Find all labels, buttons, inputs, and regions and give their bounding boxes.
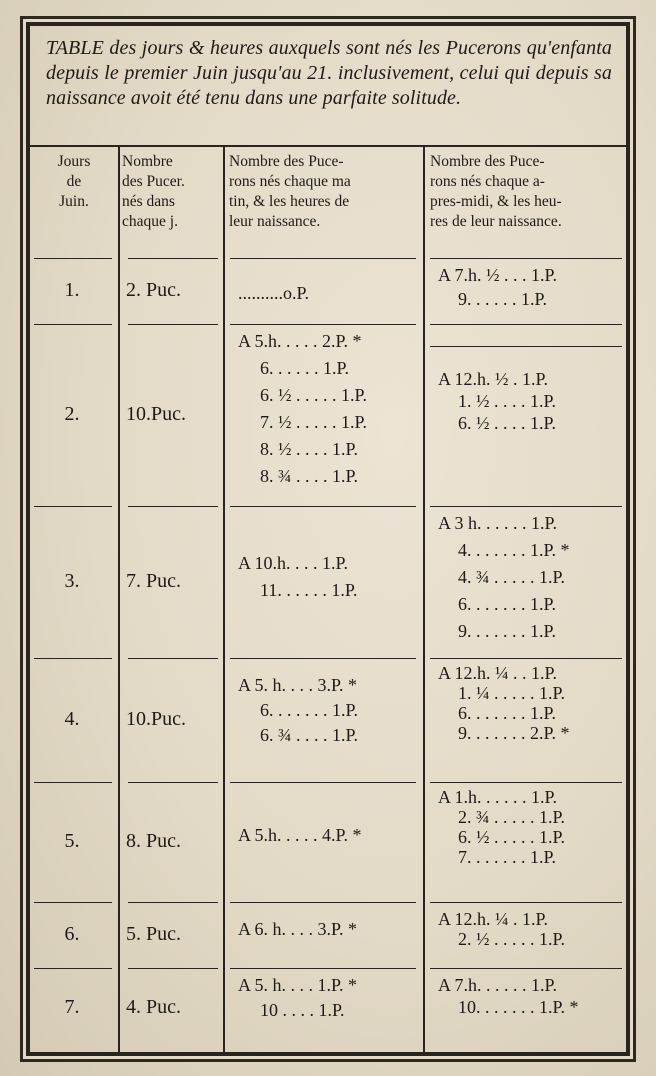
afternoon-entry: 6. ½ . . . . . 1.P. <box>458 827 566 847</box>
header-matin-line: rons nés chaque ma <box>229 173 351 190</box>
morning-rule <box>230 902 416 903</box>
table-title: TABLE des jours & heures auxquels sont nés les Pucerons qu'enfanta depuis le premier Juin jusqu'au 21. inclusivement, celui qui depuis sa naissance avoit été tenu dans une parfaite solitude. <box>46 37 612 109</box>
morning-rule <box>230 324 416 325</box>
morning-entry: 6. . . . . . 1.P. <box>260 358 350 378</box>
afternoon-entry: 7. . . . . . . 1.P. <box>458 847 557 867</box>
afternoon-entry: A 7.h. ½ . . . 1.P. <box>438 265 558 285</box>
column-divider-1 <box>118 147 120 1052</box>
morning-entry: ..........o.P. <box>238 283 310 303</box>
count-rule <box>128 658 218 659</box>
morning-entry: A 5.h. . . . . 4.P. * <box>238 825 362 845</box>
afternoon-entry: 6. ½ . . . . 1.P. <box>458 413 557 433</box>
afternoon-entry: A 7.h. . . . . . 1.P. <box>438 975 558 995</box>
afternoon-entry: 2. ½ . . . . . 1.P. <box>458 929 566 949</box>
morning-rule <box>230 258 416 259</box>
header-nombre-line: nés dans <box>122 193 175 210</box>
morning-entry: 6. ½ . . . . . 1.P. <box>260 385 368 405</box>
count-rule <box>128 324 218 325</box>
count-cell: 10.Puc. <box>126 403 186 425</box>
header-matin <box>229 152 421 232</box>
count-rule <box>128 258 218 259</box>
day-rule <box>34 258 112 259</box>
header-jours-line: Jours <box>57 153 91 170</box>
afternoon-entry: A 3 h. . . . . . 1.P. <box>438 513 558 533</box>
count-cell: 10.Puc. <box>126 708 186 730</box>
afternoon-rule <box>430 902 622 903</box>
header-apres-midi-line: pres-midi, & les heu- <box>430 193 562 210</box>
header-matin-line: tin, & les heures de <box>229 193 350 210</box>
afternoon-entry: 4. . . . . . . 1.P. * <box>458 540 570 560</box>
morning-entry: A 5.h. . . . . 2.P. * <box>238 331 362 351</box>
day-cell: 3. <box>64 570 80 592</box>
header-nombre <box>122 152 220 232</box>
morning-entry: A 6. h. . . . 3.P. * <box>238 919 358 939</box>
afternoon-entry: 2. ¾ . . . . . 1.P. <box>458 807 566 827</box>
afternoon-entry: A 12.h. ½ . 1.P. <box>438 369 549 389</box>
header-apres-midi-line: res de leur naissance. <box>430 213 562 230</box>
header-apres-midi-line: Nombre des Puce- <box>430 153 545 170</box>
header-jours-line: de <box>66 173 82 190</box>
count-cell: 7. Puc. <box>126 570 181 592</box>
day-cell: 2. <box>64 403 80 425</box>
afternoon-entry: 1. ¼ . . . . . 1.P. <box>458 683 566 703</box>
morning-entry: A 10.h. . . . 1.P. <box>238 553 349 573</box>
morning-entry: 6. . . . . . . 1.P. <box>260 700 359 720</box>
afternoon-rule <box>430 658 622 659</box>
header-nombre-line: Nombre <box>122 153 173 170</box>
count-cell: 2. Puc. <box>126 279 181 301</box>
morning-rule <box>230 968 416 969</box>
header-nombre-line: des Pucer. <box>122 173 185 190</box>
afternoon-entry: 9. . . . . . 1.P. <box>458 289 548 309</box>
day-rule <box>34 782 112 783</box>
afternoon-entry: A 1.h. . . . . . 1.P. <box>438 787 558 807</box>
day-cell: 7. <box>64 996 80 1018</box>
afternoon-entry: 6. . . . . . . 1.P. <box>458 703 557 723</box>
day-cell: 4. <box>64 708 80 730</box>
afternoon-rule <box>430 324 622 325</box>
header-jours <box>32 152 116 212</box>
table-frame <box>26 22 630 1056</box>
count-rule <box>128 968 218 969</box>
count-rule <box>128 782 218 783</box>
header-matin-line: leur naissance. <box>229 213 321 230</box>
afternoon-entry: 10. . . . . . . 1.P. * <box>458 997 579 1017</box>
afternoon-entry: A 12.h. ¼ . 1.P. <box>438 909 549 929</box>
header-apres-midi <box>430 152 622 232</box>
morning-entry: A 5. h. . . . 3.P. * <box>238 675 358 695</box>
count-cell: 8. Puc. <box>126 830 181 852</box>
morning-entry: 8. ¾ . . . . 1.P. <box>260 466 359 486</box>
morning-rule <box>230 782 416 783</box>
count-rule <box>128 506 218 507</box>
afternoon-entry: 4. ¾ . . . . . 1.P. <box>458 567 566 587</box>
afternoon-rule <box>430 258 622 259</box>
day-cell: 1. <box>64 279 80 301</box>
day-rule <box>34 658 112 659</box>
afternoon-rule <box>430 968 622 969</box>
afternoon-entry: 6. . . . . . . 1.P. <box>458 594 557 614</box>
morning-entry: 11. . . . . . 1.P. <box>260 580 358 600</box>
header-jours-line: Juin. <box>59 193 89 210</box>
count-cell: 4. Puc. <box>126 996 181 1018</box>
afternoon-entry: 9. . . . . . . 2.P. * <box>458 723 570 743</box>
header-nombre-line: chaque j. <box>122 213 178 230</box>
day-rule <box>34 968 112 969</box>
header-apres-midi-line: rons nés chaque a- <box>430 173 545 190</box>
morning-entry: A 5. h. . . . 1.P. * <box>238 975 358 995</box>
column-divider-3 <box>423 147 425 1052</box>
day-rule <box>34 506 112 507</box>
morning-rule <box>230 506 416 507</box>
afternoon-rule <box>430 346 622 347</box>
morning-entry: 10 . . . . 1.P. <box>260 1000 345 1020</box>
count-rule <box>128 902 218 903</box>
morning-entry: 6. ¾ . . . . 1.P. <box>260 725 359 745</box>
morning-entry: 8. ½ . . . . 1.P. <box>260 439 359 459</box>
day-rule <box>34 902 112 903</box>
afternoon-rule <box>430 782 622 783</box>
morning-rule <box>230 658 416 659</box>
day-cell: 6. <box>64 923 80 945</box>
afternoon-entry: 1. ½ . . . . 1.P. <box>458 391 557 411</box>
afternoon-entry: A 12.h. ¼ . . 1.P. <box>438 663 558 683</box>
header-matin-line: Nombre des Puce- <box>229 153 344 170</box>
morning-entry: 7. ½ . . . . . 1.P. <box>260 412 368 432</box>
afternoon-rule <box>430 506 622 507</box>
afternoon-entry: 9. . . . . . . 1.P. <box>458 621 557 641</box>
day-rule <box>34 324 112 325</box>
count-cell: 5. Puc. <box>126 923 181 945</box>
day-cell: 5. <box>64 830 80 852</box>
